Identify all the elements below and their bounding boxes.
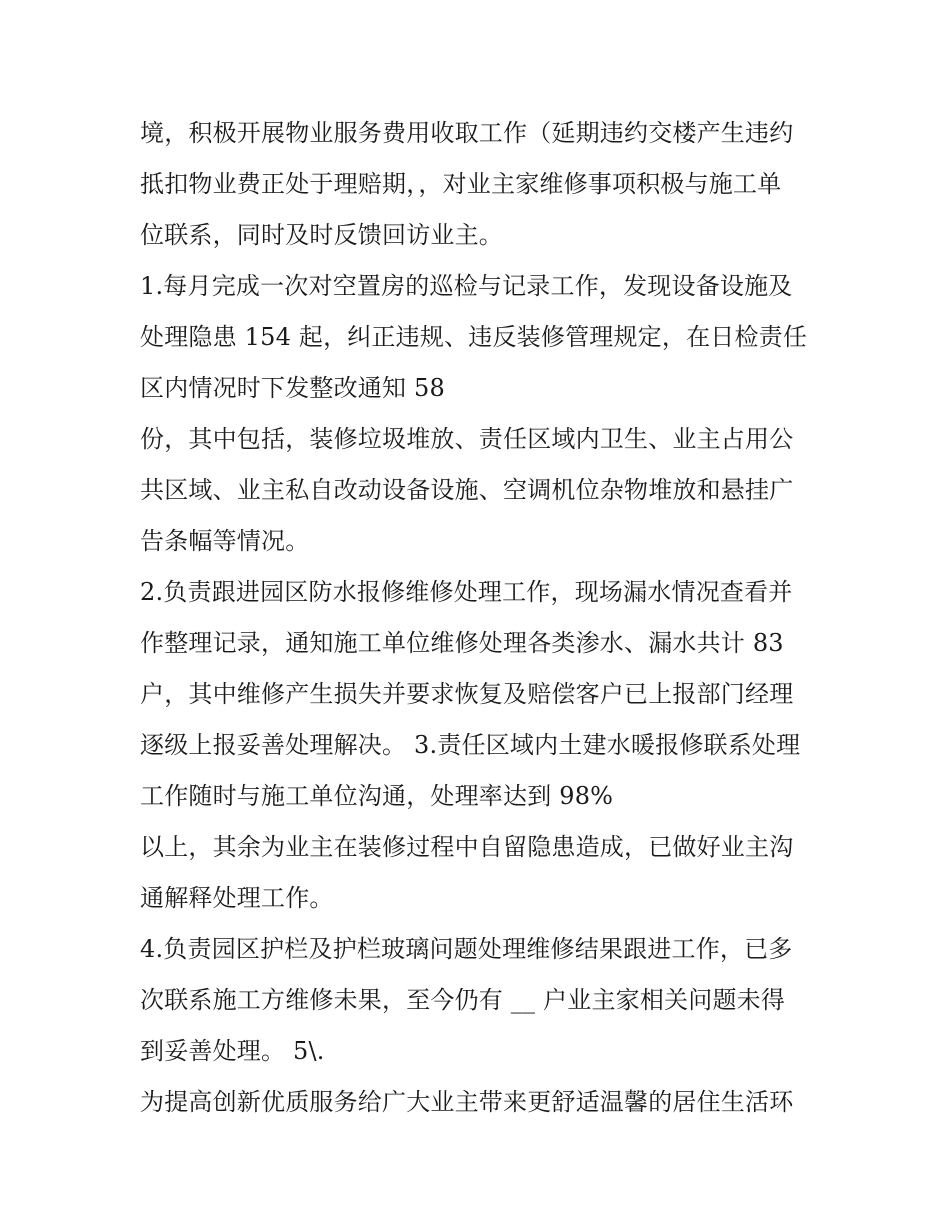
text-line-13: 逐级上报妥善处理解决。 3.责任区域内土建水暖报修联系处理 — [140, 731, 801, 759]
text-line-2: 抵扣物业费正处于理赔期，，对业主家维修事项积极与施工单 — [140, 170, 782, 198]
text-line-9: 告条幅等情况。 — [140, 527, 310, 555]
text-line-4: 1.每月完成一次对空置房的巡检与记录工作，发现设备设施及 — [140, 272, 793, 300]
text-line-16: 通解释处理工作。 — [140, 884, 334, 912]
text-line-8: 共区域、业主私自改动设备设施、空调机位杂物堆放和悬挂广 — [140, 476, 794, 504]
text-line-7: 份，其中包括，装修垃圾堆放、责任区域内卫生、业主占用公 — [140, 425, 794, 453]
text-line-18: 次联系施工方维修未果，至今仍有 __ 户业主家相关问题未得 — [140, 986, 786, 1014]
text-line-3: 位联系，同时及时反馈回访业主。 — [140, 221, 503, 249]
document-body — [140, 108, 820, 1128]
text-line-6: 区内情况时下发整改通知 58 — [140, 374, 445, 402]
text-line-19: 到妥善处理。 5\. — [140, 1037, 325, 1065]
text-line-14: 工作随时与施工单位沟通，处理率达到 98% — [140, 782, 614, 810]
text-line-17: 4.负责园区护栏及护栏玻璃问题处理维修结果跟进工作，已多 — [140, 935, 793, 963]
text-line-12: 户，其中维修产生损失并要求恢复及赔偿客户已上报部门经理 — [140, 680, 794, 708]
text-line-11: 作整理记录，通知施工单位维修处理各类渗水、漏水共计 83 — [140, 629, 784, 657]
text-line-1: 境，积极开展物业服务费用收取工作（延期违约交楼产生违约 — [140, 119, 794, 147]
text-line-15: 以上，其余为业主在装修过程中自留隐患造成，已做好业主沟 — [140, 833, 794, 861]
text-line-5: 处理隐患 154 起，纠正违规、违反装修管理规定，在日检责任 — [140, 323, 808, 351]
text-line-10: 2.负责跟进园区防水报修维修处理工作，现场漏水情况查看并 — [140, 578, 793, 606]
text-line-20: 为提高创新优质服务给广大业主带来更舒适温馨的居住生活环 — [140, 1088, 794, 1116]
